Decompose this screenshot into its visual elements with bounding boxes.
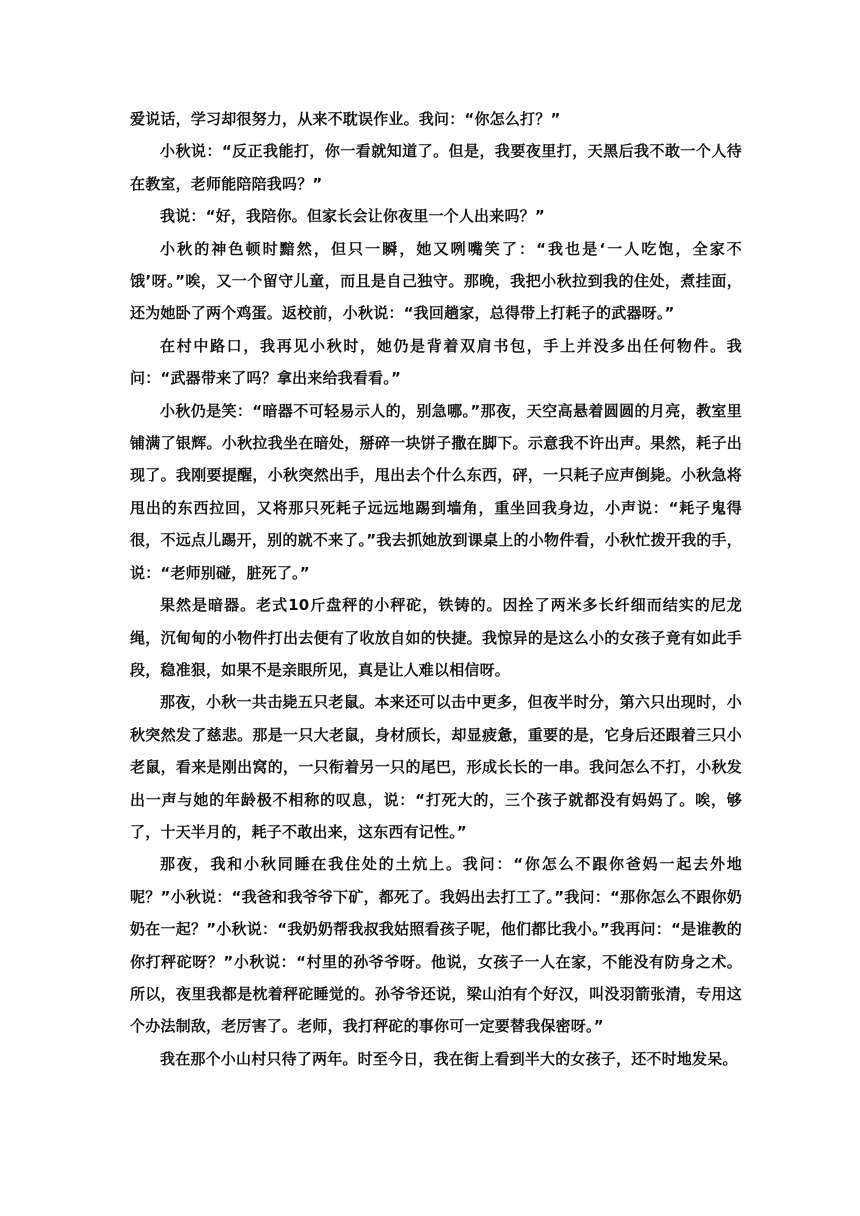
paragraph-5: 在村中路口，我再见小秋时，她仍是背着双肩书包，手上并没多出任何物件。我问：“武器带来了吗？拿出来给我看看。” — [130, 336, 742, 388]
paragraph-9: 那夜，我和小秋同睡在我住处的土炕上。我问：“你怎么不跟你爸妈一起去外地呢？”小秋说：“我爸和我爷爷下矿，都死了。我妈出去打工了。”我问：“那你怎么不跟你奶奶在一起？”小秋说：“我奶奶帮我叔我姑照看孩子呢，他们都比我小。”我再问：“是谁教的你打秤砣呀？”小秋说：“村里的孙爷爷呀。他说，女孩子一人在家，不能没有防身之术。所以，夜里我都是枕着秤砣睡觉的。孙爷爷还说，梁山泊有个好汉，叫没羽箭张清，专用这个办法制敌，老厉害了。老师，我打秤砣的事你可一定要替我保密呀。” — [130, 855, 742, 1036]
paragraph-1: 爱说话，学习却很努力，从来不耽误作业。我问：“你怎么打？” — [130, 110, 561, 128]
paragraph-6: 小秋仍是笑：“暗器不可轻易示人的，别急哪。”那夜，天空高悬着圆圆的月亮，教室里铺满了银辉。小秋拉我坐在暗处，掰碎一块饼子撒在脚下。示意我不许出声。果然，耗子出现了。我刚要提醒，小秋突然出手，甩出去个什么东西，砰，一只耗子应声倒毙。小秋急将甩出的东西拉回，又将那只死耗子远远地踢到墙角，重坐回我身边，小声说：“耗子鬼得很，不远点儿踢开，别的就不来了。”我去抓她放到课桌上的小物件看，小秋忙拨开我的手，说：“老师别碰，脏死了。” — [130, 401, 742, 582]
paragraph-10: 我在那个小山村只待了两年。时至今日，我在街上看到半大的女孩子，还不时地发呆。 — [160, 1049, 738, 1068]
paragraph-4: 小秋的神色顿时黯然，但只一瞬，她又咧嘴笑了：“我也是‘一人吃饱，全家不饿’呀。”唉，又一个留守儿童，而且是自己独守。那晚，我把小秋拉到我的住处，煮挂面，还为她卧了两个鸡蛋。返校前，小秋说：“我回趟家，总得带上打耗子的武器呀。” — [130, 239, 742, 323]
paragraph-3: 我说：“好，我陪你。但家长会让你夜里一个人出来吗？” — [160, 207, 545, 226]
paragraph-8: 那夜，小秋一共击毙五只老鼠。本来还可以击中更多，但夜半时分，第六只出现时，小秋突然发了慈悲。那是一只大老鼠，身材颀长，却显疲惫，重要的是，它身后还跟着三只小老鼠，看来是刚出窝的，一只衔着另一只的尾巴，形成长长的一串。我问怎么不打，小秋发出一声与她的年龄极不相称的叹息，说：“打死大的，三个孩子就都没有妈妈了。唉，够了，十天半月的，耗子不敢出来，这东西有记性。” — [130, 693, 742, 841]
paragraph-2: 小秋说：“反正我能打，你一看就知道了。但是，我要夜里打，天黑后我不敢一个人待在教室，老师能陪陪我吗？” — [130, 142, 742, 193]
paragraph-7: 果然是暗器。老式10斤盘秤的小秤砣，铁铸的。因拴了两米多长纤细而结实的尼龙绳，沉甸甸的小物件打出去便有了收放自如的快捷。我惊异的是这么小的女孩子竟有如此手段，稳准狠，如果不是亲眼所见，真是让人难以相信呀。 — [130, 596, 742, 679]
